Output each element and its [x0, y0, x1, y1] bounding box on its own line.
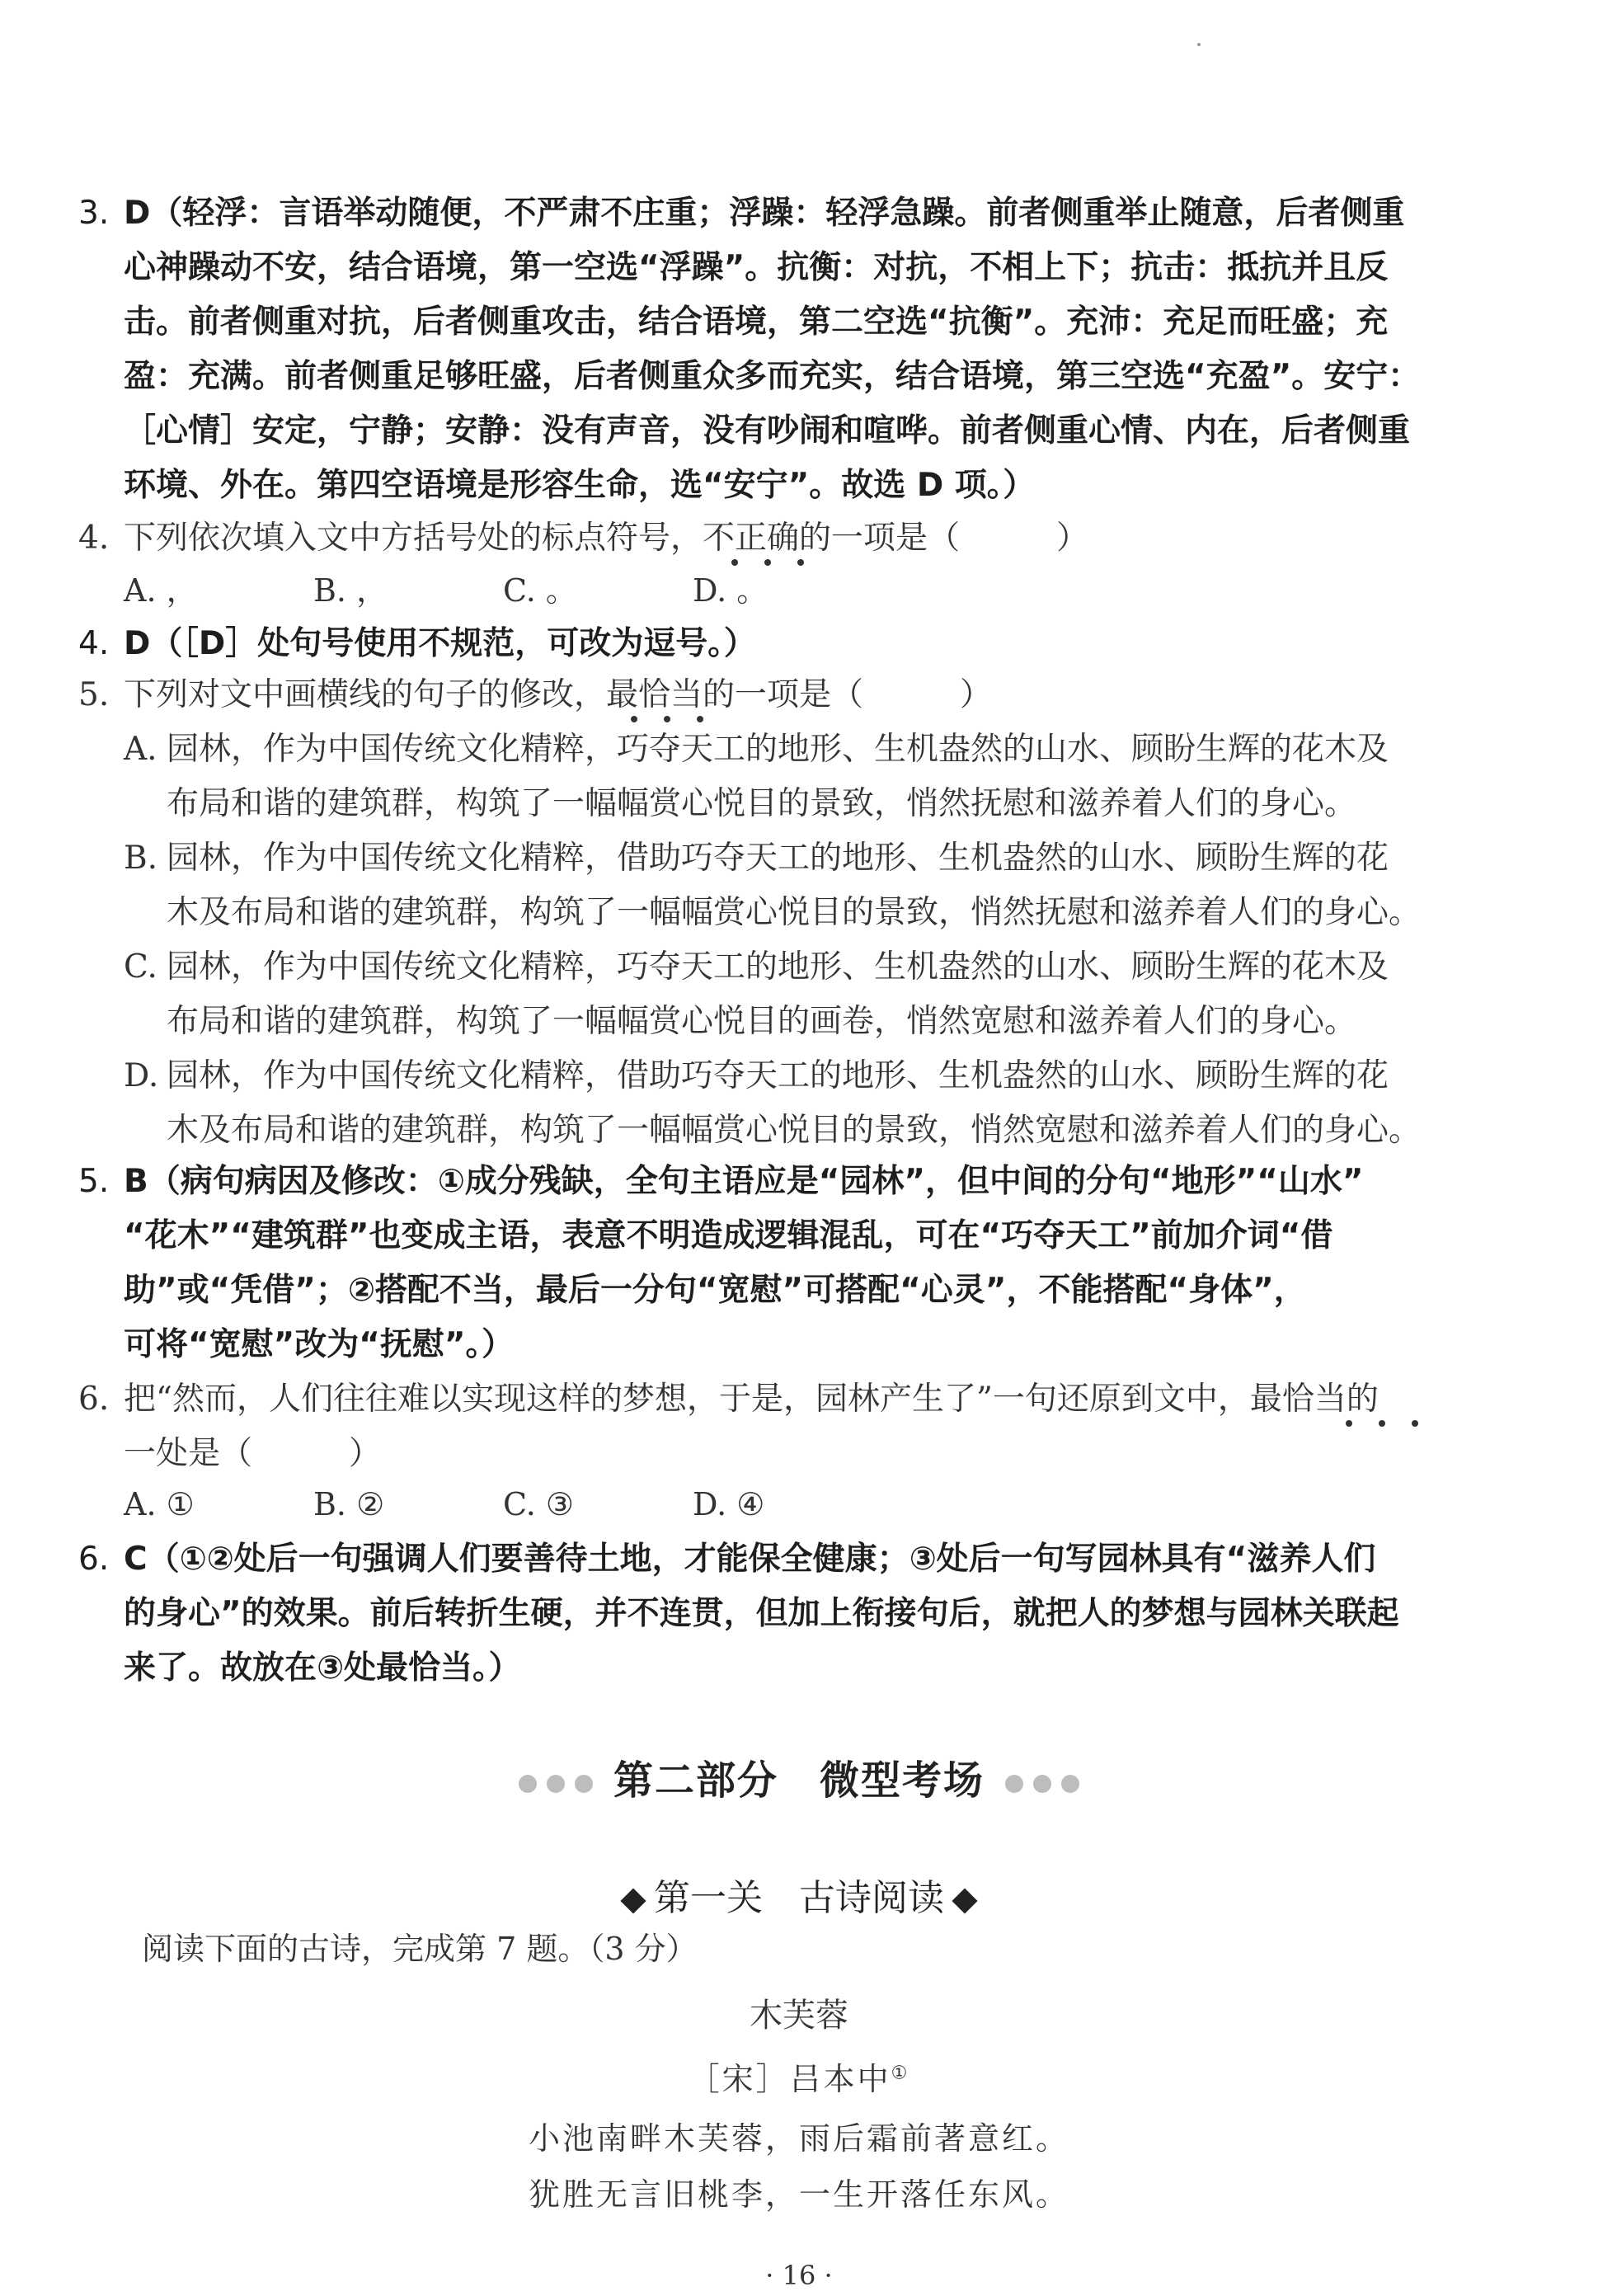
diamond-icon	[620, 1888, 646, 1913]
answer-line: D（轻浮：言语举动随便，不严肃不庄重；浮躁：轻浮急躁。前者侧重举止随意，后者侧重	[124, 195, 1405, 232]
subsection-heading	[0, 1868, 1598, 1921]
question-number: 4.	[78, 520, 110, 557]
option-b: B. ，	[313, 572, 388, 609]
question-stem: 下列对文中画横线的句子的修改，最恰当的一项是（ ）	[124, 676, 993, 713]
option-d	[124, 1049, 1484, 1158]
option-line: 布局和谐的建筑群，构筑了一幅幅赏心悦目的画卷，悄然宽慰和滋养着人们的身心。	[167, 1003, 1357, 1040]
answer-line: 的身心”的效果。前后转折生硬，并不连贯，但加上衔接句后，就把人的梦想与园林关联起	[124, 1595, 1399, 1632]
poem-title: 木芙蓉	[750, 1997, 848, 2035]
poem-line: 小池南畔木芙蓉，雨后霜前著意红。	[528, 2120, 1069, 2157]
question-line: 把“然而，人们往往难以实现这样的梦想，于是，园林产生了”一句还原到文中，最恰当的	[124, 1381, 1379, 1418]
answer-line: 击。前者侧重对抗，后者侧重攻击，结合语境，第二空选“抗衡”。充沛：充足而旺盛；充	[124, 303, 1389, 341]
poem-author	[0, 2054, 1598, 2099]
answer-line: B（病句病因及修改：①成分残缺，全句主语应是“园林”，但中间的分句“地形”“山水”	[124, 1163, 1364, 1200]
poem-line: 犹胜无言旧桃李，一生开落任东风。	[528, 2176, 1069, 2213]
emphasis-dots	[1346, 1420, 1445, 1427]
emphasis-dots	[631, 716, 730, 722]
bullet-dots-right	[1000, 1757, 1084, 1804]
answer-line: 盈：充满。前者侧重足够旺盛，后者侧重众多而充实，结合语境，第三空选“充盈”。安宁：	[124, 358, 1421, 395]
option-a: A. ①	[124, 1486, 195, 1522]
option-label: B.	[124, 840, 158, 877]
author-text: ［宋］吕本中	[688, 2061, 891, 2097]
option-line: 园林，作为中国传统文化精粹，巧夺天工的地形、生机盎然的山水、顾盼生辉的花木及	[167, 948, 1389, 986]
diamond-icon	[952, 1888, 977, 1913]
question-line: 一处是（ ）	[124, 1435, 382, 1472]
option-label: C.	[124, 948, 157, 986]
bullet-dots-left	[514, 1757, 598, 1804]
option-b: B. ②	[313, 1486, 385, 1522]
answer-line: 来了。故放在③处最恰当。）	[124, 1649, 521, 1687]
emphasis-dots	[731, 559, 830, 566]
answer-line: C（①②处后一句强调人们要善待土地，才能保全健康；③处后一句写园林具有“滋养人们	[124, 1541, 1376, 1578]
option-b	[124, 831, 1484, 940]
answer-5	[78, 1155, 1480, 1372]
answer-3	[78, 186, 1480, 513]
answer-number: 4.	[78, 625, 110, 662]
question-6	[78, 1372, 1480, 1481]
scan-speck	[1197, 43, 1201, 46]
question-5-options	[124, 722, 1484, 1158]
answer-line: “花木”“建筑群”也变成主语，表意不明造成逻辑混乱，可在“巧夺天工”前加介词“借	[124, 1217, 1333, 1254]
answer-line: ［心情］安定，宁静；安静：没有声音，没有吵闹和喧哗。前者侧重心情、内在，后者侧重	[124, 412, 1411, 449]
answer-line: 心神躁动不安，结合语境，第一空选“浮躁”。抗衡：对抗，不相上下；抗击：抵抗并且反	[124, 249, 1389, 286]
answer-text: D（［D］处句号使用不规范，可改为逗号。）	[124, 625, 756, 662]
option-c	[124, 940, 1484, 1049]
question-stem: 下列依次填入文中方括号处的标点符号，不正确的一项是（ ）	[124, 520, 1089, 557]
option-line: 木及布局和谐的建筑群，构筑了一幅幅赏心悦目的景致，悄然宽慰和滋养着人们的身心。	[167, 1112, 1422, 1149]
answer-4	[78, 617, 1480, 671]
option-label: D.	[124, 1057, 159, 1094]
section-title: 第二部分 微型考场	[613, 1757, 985, 1804]
answer-line: 可将“宽慰”改为“抚慰”。）	[124, 1326, 515, 1363]
option-line: 园林，作为中国传统文化精粹，借助巧夺天工的地形、生机盎然的山水、顾盼生辉的花	[167, 840, 1389, 877]
instruction: 阅读下面的古诗，完成第 7 题。（3 分）	[142, 1931, 698, 1967]
question-6-options	[124, 1480, 882, 1529]
option-line: 园林，作为中国传统文化精粹，巧夺天工的地形、生机盎然的山水、顾盼生辉的花木及	[167, 731, 1389, 768]
answer-line: 环境、外在。第四空语境是形容生命，选“安宁”。故选 D 项。）	[124, 467, 1036, 504]
answer-number: 3.	[78, 195, 110, 232]
answer-6	[78, 1532, 1480, 1696]
option-c: C. 。	[503, 572, 577, 609]
answer-number: 6.	[78, 1541, 110, 1578]
option-a	[124, 722, 1484, 831]
option-d: D. 。	[693, 572, 768, 609]
question-number: 6.	[78, 1381, 110, 1418]
option-line: 园林，作为中国传统文化精粹，借助巧夺天工的地形、生机盎然的山水、顾盼生辉的花	[167, 1057, 1389, 1094]
option-a: A. ，	[124, 572, 198, 609]
answer-line: 助”或“凭借”；②搭配不当，最后一分句“宽慰”可搭配“心灵”，不能搭配“身体”，	[124, 1272, 1306, 1309]
option-line: 布局和谐的建筑群，构筑了一幅幅赏心悦目的景致，悄然抚慰和滋养着人们的身心。	[167, 785, 1357, 822]
question-4	[78, 511, 1480, 566]
answer-number: 5.	[78, 1163, 110, 1200]
question-5	[78, 668, 1480, 722]
option-line: 木及布局和谐的建筑群，构筑了一幅幅赏心悦目的景致，悄然抚慰和滋养着人们的身心。	[167, 894, 1422, 931]
option-d: D. ④	[693, 1486, 765, 1522]
question-4-options	[124, 566, 882, 615]
section-heading	[0, 1748, 1598, 1805]
question-number: 5.	[78, 676, 110, 713]
page-number: · 16 ·	[765, 2260, 833, 2291]
option-c: C. ③	[503, 1486, 574, 1522]
footnote-mark: ①	[891, 2063, 910, 2084]
option-label: A.	[124, 731, 157, 768]
subsection-title: 第一关 古诗阅读	[654, 1877, 944, 1919]
